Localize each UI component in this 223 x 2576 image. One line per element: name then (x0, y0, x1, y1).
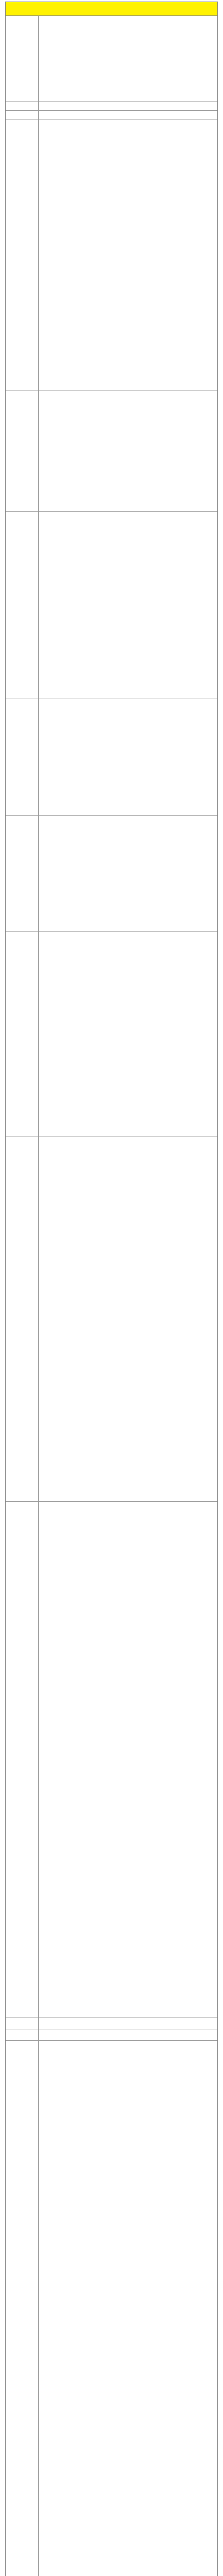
table-row (6, 932, 217, 1137)
row-label (6, 2018, 39, 2029)
row-label (6, 512, 39, 699)
row-label (6, 1502, 39, 2018)
header-line-1 (6, 2, 217, 3)
document-sheet (5, 2, 218, 2576)
row-text (39, 2018, 217, 2029)
row-text (39, 2029, 217, 2040)
table-row (6, 16, 217, 101)
table-row (6, 1502, 217, 2018)
row-label (6, 2029, 39, 2040)
table-row (6, 2018, 217, 2029)
row-text (39, 391, 217, 511)
row-text (39, 101, 217, 110)
table-row (6, 2041, 217, 2576)
row-text (39, 1502, 217, 2018)
row-text (39, 932, 217, 1137)
table-row (6, 816, 217, 932)
table-row (6, 2029, 217, 2041)
row-label (6, 16, 39, 101)
row-text (39, 120, 217, 391)
row-label (6, 699, 39, 815)
row-label (6, 391, 39, 511)
table-row (6, 111, 217, 120)
row-text (39, 512, 217, 699)
row-label (6, 2041, 39, 2576)
row-text (39, 816, 217, 931)
row-text (39, 111, 217, 120)
row-text (39, 1137, 217, 1501)
row-text (39, 16, 217, 101)
table-row (6, 512, 217, 699)
row-text (39, 699, 217, 815)
row-label (6, 111, 39, 120)
table-row (6, 101, 217, 111)
table-row (6, 391, 217, 512)
row-label (6, 101, 39, 110)
row-label (6, 816, 39, 931)
row-label (6, 1137, 39, 1501)
content-table (6, 16, 217, 2576)
row-label (6, 932, 39, 1137)
row-text (39, 2041, 217, 2576)
row-label (6, 120, 39, 391)
table-row (6, 1137, 217, 1502)
table-row (6, 699, 217, 816)
table-row (6, 120, 217, 391)
header-strip (6, 2, 217, 16)
